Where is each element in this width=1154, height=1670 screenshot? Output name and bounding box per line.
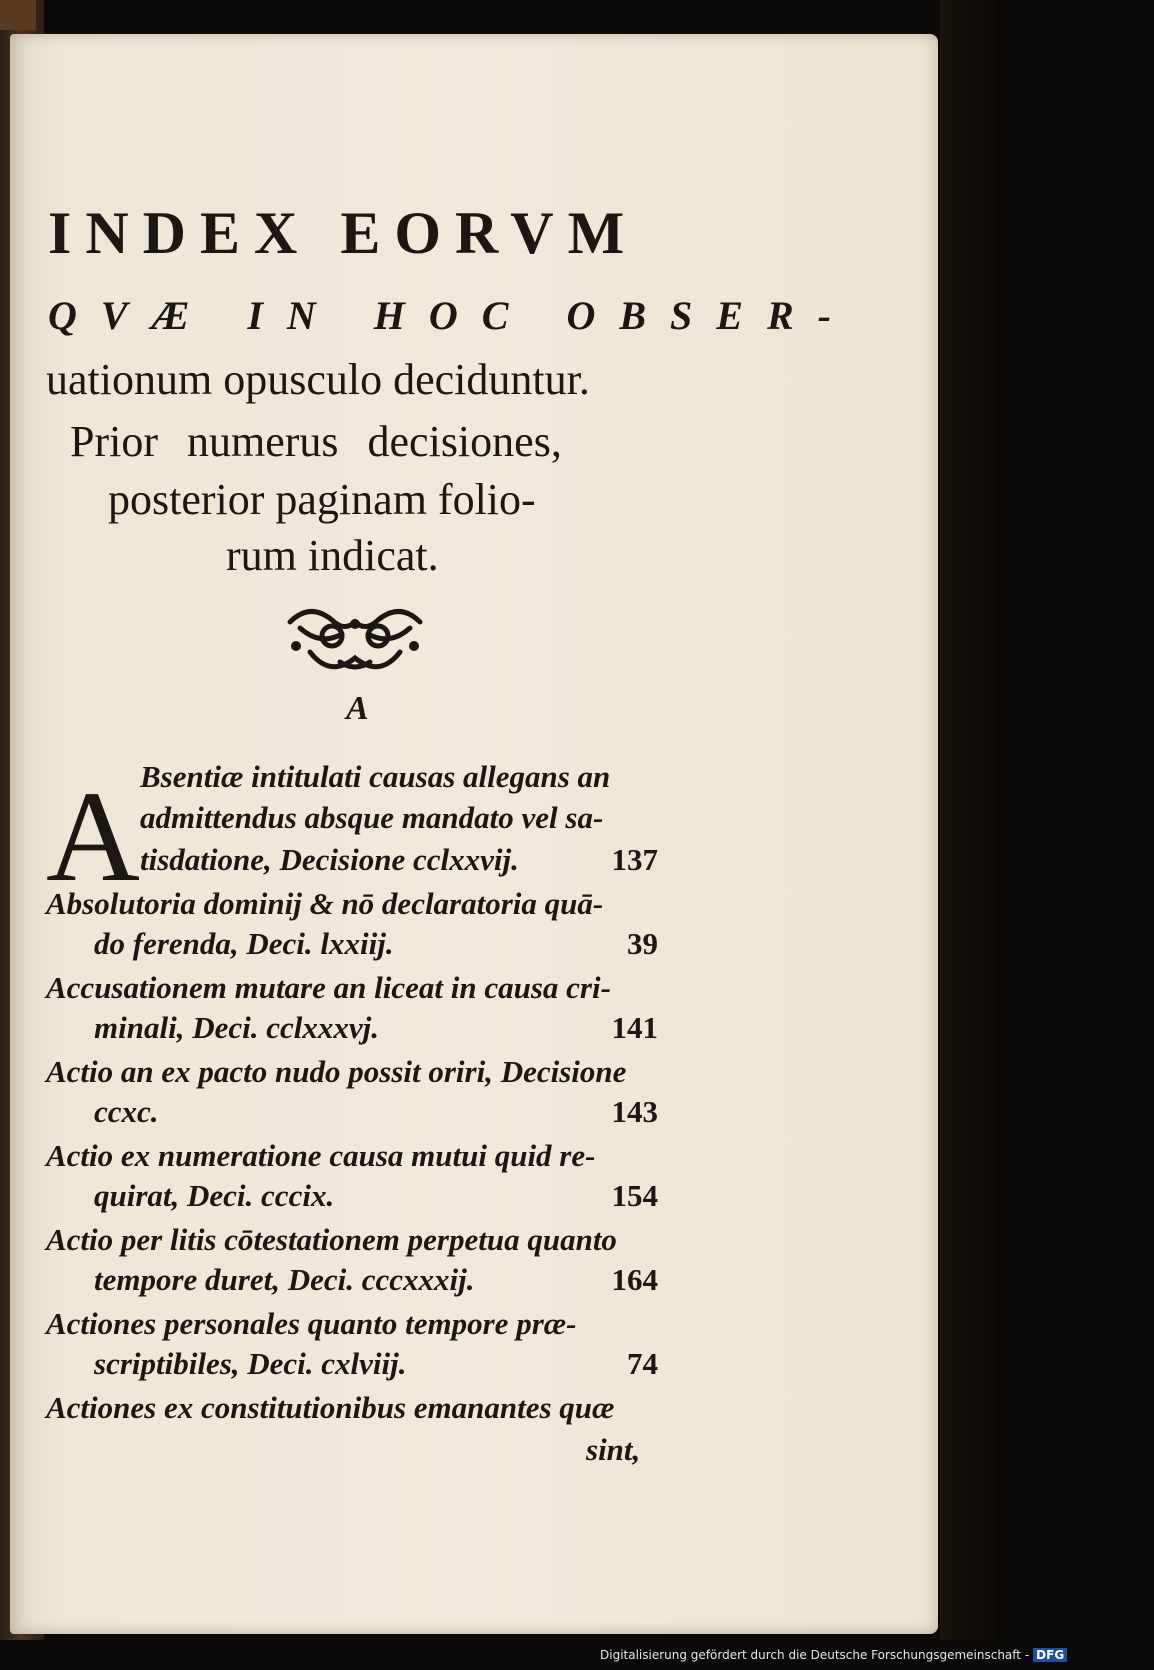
entry-line: quirat, Deci. cccix. xyxy=(94,1178,335,1213)
entry-line: tempore duret, Deci. cccxxxij. xyxy=(94,1262,475,1297)
title-line-4: Prior numerus decisiones, xyxy=(70,417,562,466)
footer-credit xyxy=(600,1648,1067,1662)
ornament-icon xyxy=(280,602,430,680)
page-number: 141 xyxy=(611,1010,658,1045)
entry-line: Actio ex numeratione causa mutui quid re- xyxy=(46,1138,596,1173)
title-line-3: uationum opusculo deciduntur. xyxy=(46,355,590,404)
dfg-logo: DFG xyxy=(1033,1648,1067,1662)
page-number: 164 xyxy=(611,1262,658,1297)
entry-line: scriptibiles, Deci. cxlviij. xyxy=(94,1346,407,1381)
title-line-2: QVÆ IN HOC OBSER- xyxy=(48,293,855,338)
footer-text: Digitalisierung gefördert durch die Deutsche Forschungsgemeinschaft - xyxy=(600,1648,1030,1662)
entry-line: Bsentiæ intitulati causas allegans an xyxy=(140,759,611,794)
entry-line: do ferenda, Deci. lxxiij. xyxy=(94,926,394,961)
section-letter: A xyxy=(346,690,369,727)
entry-line: Actiones ex constitutionibus emanantes quæ xyxy=(46,1390,615,1425)
page-number: 74 xyxy=(627,1346,658,1381)
title-line-1: INDEX EORVM xyxy=(48,200,639,266)
entry-line: Actiones personales quanto tempore præ- xyxy=(46,1306,577,1341)
page-number: 39 xyxy=(627,926,658,961)
entry-line: sint, xyxy=(586,1432,641,1467)
entry-line: Actio per litis cōtestationem perpetua quanto xyxy=(46,1222,617,1257)
page-number: 137 xyxy=(611,842,658,877)
entry-line: ccxc. xyxy=(94,1094,159,1129)
page-number: 154 xyxy=(611,1178,658,1213)
entry-line: Actio an ex pacto nudo possit oriri, Decisione xyxy=(46,1054,627,1089)
page-number: 143 xyxy=(611,1094,658,1129)
drop-cap: A xyxy=(46,765,140,909)
entry-line: admittendus absque mandato vel sa- xyxy=(140,800,604,835)
title-line-6: rum indicat. xyxy=(226,531,439,580)
entry-line: minali, Deci. cclxxxvj. xyxy=(94,1010,379,1045)
entry-line: Accusationem mutare an liceat in causa cri- xyxy=(46,970,611,1005)
entry-line: Absolutoria dominij & nō declaratoria quā- xyxy=(46,886,604,921)
book-page xyxy=(10,34,938,1634)
title-line-5: posterior paginam folio- xyxy=(108,475,536,524)
spine-corner xyxy=(0,0,36,30)
entry-line: tisdatione, Decisione cclxxvij. xyxy=(140,842,519,877)
